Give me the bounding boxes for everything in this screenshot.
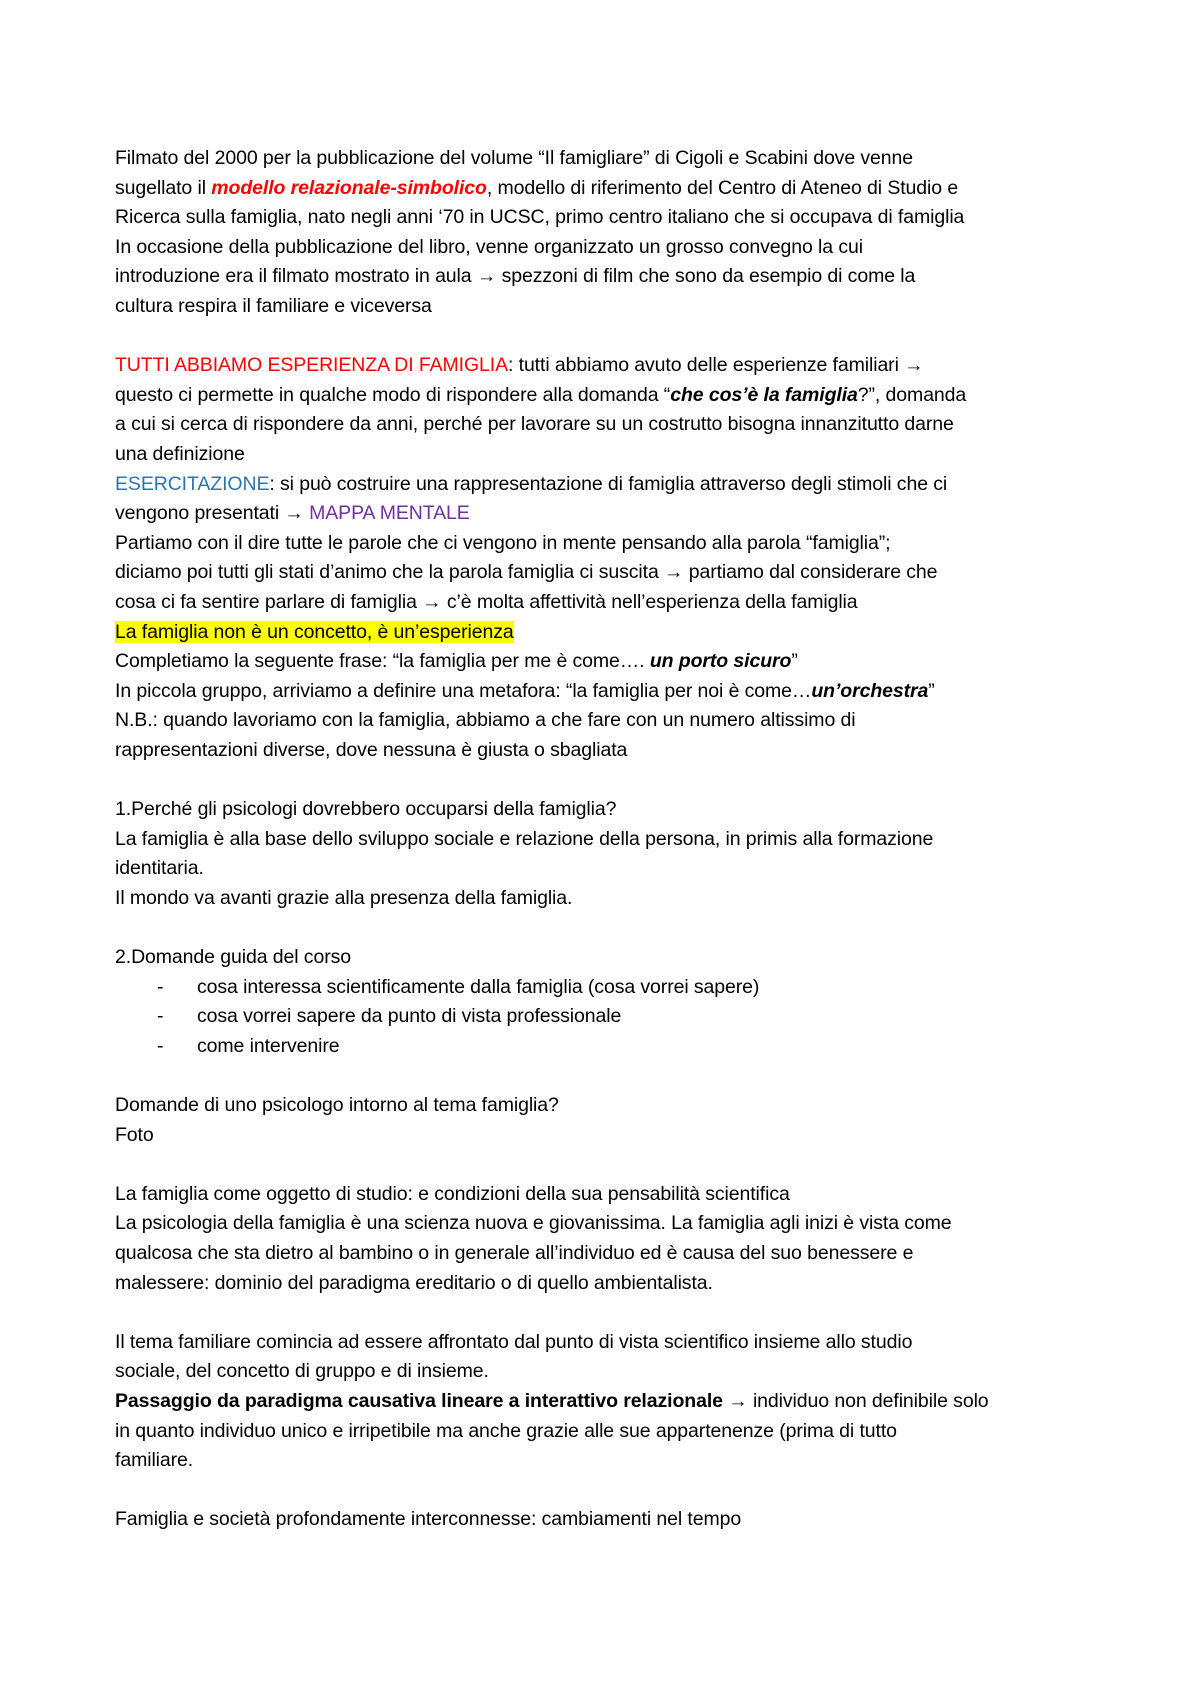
list-item-text: cosa interessa scientificamente dalla famiglia (cosa vorrei sapere) [197, 975, 760, 998]
highlighted-sentence: La famiglia non è un concetto, è un’esperienza [115, 620, 514, 643]
list-dash: - [157, 1005, 164, 1028]
blank-line [115, 1061, 1105, 1091]
text-line: La famiglia come oggetto di studio: e condizioni della sua pensabilità scientifica [115, 1182, 790, 1205]
text-line [115, 174, 1105, 204]
blank-line [115, 322, 1105, 352]
text-line [115, 381, 1105, 411]
text-line [115, 677, 1105, 707]
blank-line [115, 1298, 1105, 1328]
text-line: in quanto individuo unico e irripetibile ma anche grazie alle sue appartenenze (prima di tutto [115, 1419, 897, 1442]
text-line: cultura respira il familiare e viceversa [115, 294, 432, 317]
emphasis-text: un’orchestra [811, 679, 929, 702]
text-run: Completiamo la seguente frase: “la famiglia per me è come…. [115, 650, 650, 673]
text-line: Ricerca sulla famiglia, nato negli anni ‘70 in UCSC, primo centro italiano che si occupava di famiglia [115, 206, 965, 229]
bold-statement: Passaggio da paradigma causativa lineare a interattivo relazionale [115, 1389, 723, 1412]
list-item-text: come intervenire [197, 1034, 340, 1057]
list-item [115, 1032, 1105, 1062]
text-line: N.B.: quando lavoriamo con la famiglia, abbiamo a che fare con un numero altissimo di [115, 709, 856, 732]
text-line: In occasione della pubblicazione del libro, venne organizzato un grosso convegno la cui [115, 235, 863, 258]
text-line: malessere: dominio del paradigma ereditario o di quello ambientalista. [115, 1271, 713, 1294]
list-item [115, 973, 1105, 1003]
text-line: La famiglia è alla base dello sviluppo sociale e relazione della persona, in primis alla formazione [115, 827, 934, 850]
text-line: 1.Perché gli psicologi dovrebbero occuparsi della famiglia? [115, 798, 617, 821]
text-run: In piccola gruppo, arriviamo a definire una metafora: “la famiglia per noi è come… [115, 679, 812, 702]
text-line: Il tema familiare comincia ad essere affrontato dal punto di vista scientifico insieme allo studio [115, 1330, 913, 1353]
text-line: identitaria. [115, 857, 204, 880]
text-line: rappresentazioni diverse, dove nessuna è giusta o sbagliata [115, 738, 628, 761]
text-run: vengono presentati → [115, 502, 310, 525]
emphasis-text: che cos’è la famiglia [670, 383, 858, 406]
text-line: familiare. [115, 1449, 194, 1472]
text-line: La psicologia della famiglia è una scienza nuova e giovanissima. La famiglia agli inizi è vista come [115, 1212, 952, 1235]
text-line [115, 499, 1105, 529]
text-line: introduzione era il filmato mostrato in aula → spezzoni di film che sono da esempio di come la [115, 265, 916, 288]
text-line: Filmato del 2000 per la pubblicazione del volume “Il famigliare” di Cigoli e Scabini dove venne [115, 147, 914, 169]
highlighted-term: modello relazionale-simbolico [211, 176, 487, 199]
text-line [115, 1387, 1105, 1417]
text-line: Domande di uno psicologo intorno al tema famiglia? [115, 1094, 559, 1116]
mind-map-label: MAPPA MENTALE [309, 502, 470, 525]
text-line: qualcosa che sta dietro al bambino o in generale all’individuo ed è causa del suo benessere e [115, 1241, 914, 1264]
text-line [115, 470, 1105, 500]
text-line: 2.Domande guida del corso [115, 946, 351, 969]
blank-line [115, 765, 1105, 795]
text-run: : si può costruire una rappresentazione di famiglia attraverso degli stimoli che ci [269, 472, 948, 495]
text-run: ” [928, 679, 935, 702]
text-line: sociale, del concetto di gruppo e di insieme. [115, 1360, 489, 1383]
text-line: Partiamo con il dire tutte le parole che ci vengono in mente pensando alla parola “famiglia”; [115, 531, 891, 554]
section-heading-red: TUTTI ABBIAMO ESPERIENZA DI FAMIGLIA [115, 354, 508, 377]
blank-line [115, 1476, 1105, 1506]
text-line: Il mondo va avanti grazie alla presenza della famiglia. [115, 886, 573, 909]
document-body [115, 144, 1105, 1535]
list-dash: - [157, 975, 164, 998]
blank-line [115, 913, 1105, 943]
text-line: a cui si cerca di rispondere da anni, perché per lavorare su un costrutto bisogna innanzitutto darne [115, 413, 954, 436]
section-heading-blue: ESERCITAZIONE [115, 472, 270, 495]
text-run: → individuo non definibile solo [722, 1389, 989, 1412]
list-item [115, 1002, 1105, 1032]
blank-line [115, 1150, 1105, 1180]
text-run: questo ci permette in qualche modo di rispondere alla domanda “ [115, 383, 671, 406]
text-line [115, 351, 1105, 381]
text-line: diciamo poi tutti gli stati d’animo che la parola famiglia ci suscita → partiamo dal considerare che [115, 561, 938, 584]
text-run: : tutti abbiamo avuto delle esperienze familiari → [507, 354, 924, 377]
text-line [115, 647, 1105, 677]
text-line: Famiglia e società profondamente interconnesse: cambiamenti nel tempo [115, 1508, 742, 1531]
text-run: sugellato il [115, 176, 212, 199]
text-line: Foto [115, 1123, 154, 1146]
list-item-text: cosa vorrei sapere da punto di vista professionale [197, 1005, 622, 1028]
text-run: , modello di riferimento del Centro di Ateneo di Studio e [486, 176, 959, 199]
emphasis-text: un porto sicuro [649, 650, 792, 673]
text-line: cosa ci fa sentire parlare di famiglia → c’è molta affettività nell’esperienza della famiglia [115, 590, 858, 613]
text-run: ?”, domanda [857, 383, 967, 406]
text-line: una definizione [115, 442, 245, 465]
text-run: ” [791, 650, 798, 673]
list-dash: - [157, 1034, 164, 1057]
text-line [115, 618, 1105, 648]
